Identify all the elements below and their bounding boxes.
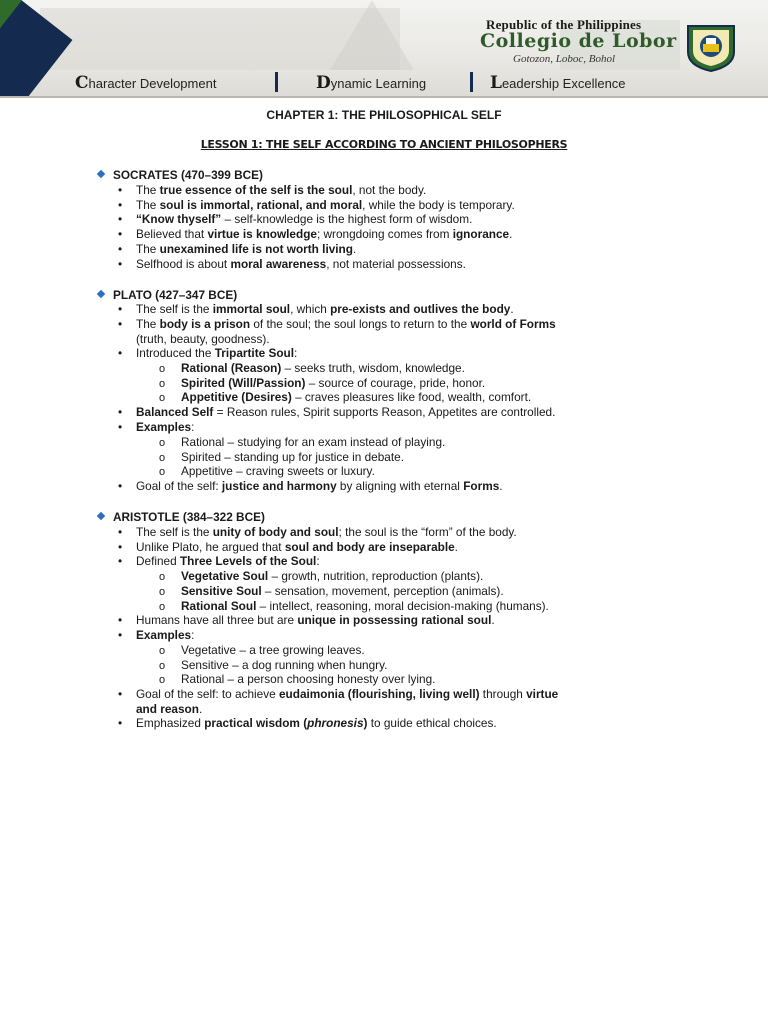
motto-initial: C <box>75 73 89 93</box>
heading-text: SOCRATES (470–399 BCE) <box>113 168 263 182</box>
section-heading-socrates <box>98 168 263 182</box>
sub-list-item: o Vegetative – a tree growing leaves. <box>159 643 365 657</box>
list-item: • Balanced Self = Reason rules, Spirit supports Reason, Appetites are controlled. <box>118 405 556 419</box>
list-item-continuation: (truth, beauty, goodness). <box>136 332 270 346</box>
heading-text: ARISTOTLE (384–322 BCE) <box>113 510 265 524</box>
sub-list-item: o Sensitive – a dog running when hungry. <box>159 658 388 672</box>
college-location: Gotozon, Loboc, Bohol <box>513 53 616 65</box>
list-item: • The self is the immortal soul, which pre-exists and outlives the body. <box>118 302 514 316</box>
list-item: • Examples: <box>118 420 195 434</box>
motto-text: eadership Excellence <box>501 76 626 91</box>
list-item: • Believed that virtue is knowledge; wrongdoing comes from ignorance. <box>118 227 513 241</box>
list-item: • The unexamined life is not worth living. <box>118 242 357 256</box>
list-item: • Goal of the self: to achieve eudaimonia (flourishing, living well) through virtue <box>118 687 559 701</box>
header-banner <box>0 0 768 98</box>
list-item: • The self is the unity of body and soul; the soul is the “form” of the body. <box>118 525 517 539</box>
sub-list-item: o Appetitive (Desires) – craves pleasures like food, wealth, comfort. <box>159 390 532 404</box>
diamond-bullet-icon <box>97 170 105 178</box>
header-divider <box>0 96 768 98</box>
motto-divider <box>470 72 473 92</box>
section-heading-aristotle <box>98 510 265 524</box>
motto-text: ynamic Learning <box>330 76 427 91</box>
list-item: • Examples: <box>118 628 195 642</box>
college-seal-icon <box>684 22 738 72</box>
list-item: • Selfhood is about moral awareness, not material possessions. <box>118 257 466 271</box>
lesson-title: LESSON 1: THE SELF ACCORDING TO ANCIENT PHILOSOPHERS <box>200 138 568 151</box>
list-item: • The true essence of the self is the soul, not the body. <box>118 183 427 197</box>
list-item: • Introduced the Tripartite Soul: <box>118 346 298 360</box>
sub-list-item: o Rational Soul – intellect, reasoning, moral decision-making (humans). <box>159 599 549 613</box>
diamond-bullet-icon <box>97 512 105 520</box>
diamond-bullet-icon <box>97 290 105 298</box>
sub-list-item: o Spirited (Will/Passion) – source of courage, pride, honor. <box>159 376 486 390</box>
college-name: Collegio de Lobor <box>480 30 677 52</box>
motto-dynamic <box>316 73 426 93</box>
sub-list-item: o Rational (Reason) – seeks truth, wisdom, knowledge. <box>159 361 465 375</box>
motto-leadership <box>490 73 626 93</box>
sub-list-item: o Vegetative Soul – growth, nutrition, reproduction (plants). <box>159 569 484 583</box>
list-item-continuation: and reason. <box>136 702 203 716</box>
heading-text: PLATO (427–347 BCE) <box>113 288 238 302</box>
sub-list-item: o Sensitive Soul – sensation, movement, perception (animals). <box>159 584 504 598</box>
list-item: • The body is a prison of the soul; the soul longs to return to the world of Forms <box>118 317 556 331</box>
list-item: • Goal of the self: justice and harmony by aligning with eternal Forms. <box>118 479 503 493</box>
section-heading-plato <box>98 288 237 302</box>
motto-character <box>75 73 216 93</box>
republic-text: Republic of the Philippines <box>486 17 642 32</box>
list-item: • Emphasized practical wisdom (phronesis) to guide ethical choices. <box>118 716 497 730</box>
sub-list-item: o Appetitive – craving sweets or luxury. <box>159 464 375 478</box>
list-item: • Defined Three Levels of the Soul: <box>118 554 320 568</box>
motto-text: haracter Development <box>88 76 217 91</box>
sub-list-item: o Rational – studying for an exam instead of playing. <box>159 435 446 449</box>
list-item: • Humans have all three but are unique in possessing rational soul. <box>118 613 495 627</box>
motto-initial: D <box>316 73 331 93</box>
list-item: • “Know thyself” – self-knowledge is the highest form of wisdom. <box>118 212 473 226</box>
motto-initial: L <box>490 73 502 93</box>
chapter-title: CHAPTER 1: THE PHILOSOPHICAL SELF <box>266 108 502 122</box>
sub-list-item: o Rational – a person choosing honesty over lying. <box>159 672 436 686</box>
list-item: • Unlike Plato, he argued that soul and body are inseparable. <box>118 540 458 554</box>
sub-list-item: o Spirited – standing up for justice in debate. <box>159 450 404 464</box>
list-item: • The soul is immortal, rational, and moral, while the body is temporary. <box>118 198 515 212</box>
motto-divider <box>275 72 278 92</box>
